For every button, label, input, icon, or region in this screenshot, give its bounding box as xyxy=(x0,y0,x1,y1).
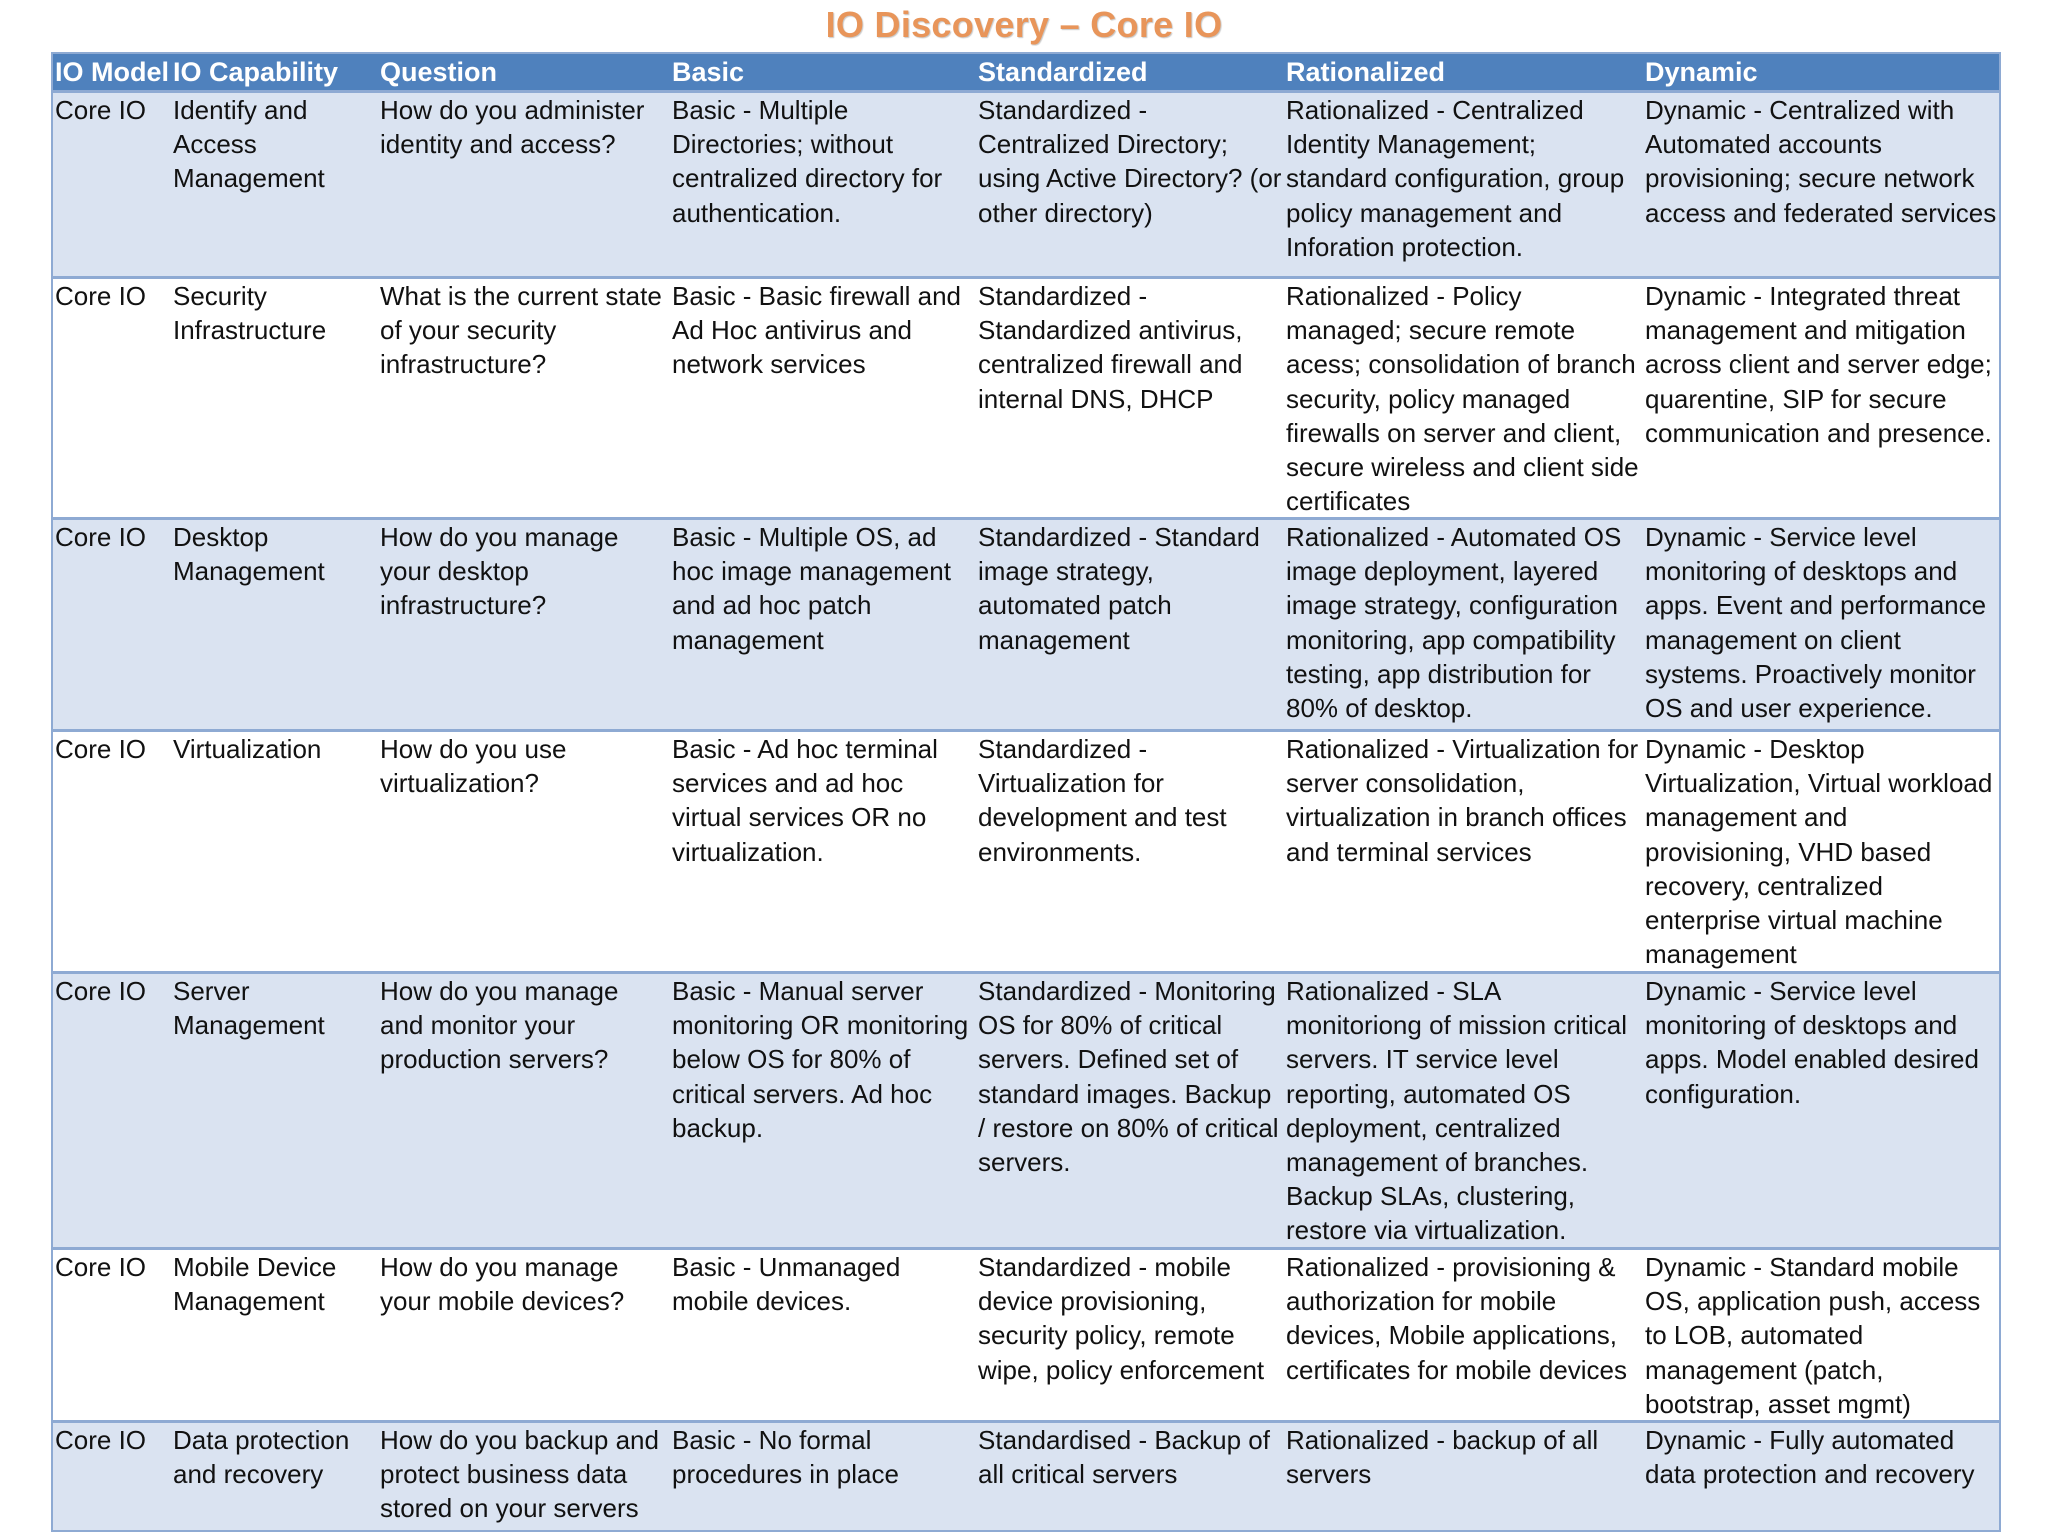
cell-dynamic: Dynamic - Desktop Virtualization, Virtual workload management and provisioning, VHD based recovery, centralized enterprise virtual machine management xyxy=(1645,734,1993,970)
table-row xyxy=(53,1247,1999,1420)
header-io-model: IO Model xyxy=(55,56,169,87)
cell-io-model: Core IO xyxy=(55,95,147,125)
cell-standardized: Standardized - Standardized antivirus, centralized firewall and internal DNS, DHCP xyxy=(978,281,1243,414)
cell-rationalized: Rationalized - Policy managed; secure remote acess; consolidation of branch security, policy managed firewalls on server and client, secure wireless and client side certificates xyxy=(1286,281,1639,517)
cell-dynamic: Dynamic - Integrated threat management and mitigation across client and server edge; quarentine, SIP for secure communication and presence. xyxy=(1645,281,1992,448)
cell-rationalized: Rationalized - provisioning & authorization for mobile devices, Mobile applications, certificates for mobile devices xyxy=(1286,1252,1628,1385)
header-question: Question xyxy=(380,56,498,87)
cell-dynamic: Dynamic - Fully automated data protection and recovery xyxy=(1645,1425,1975,1490)
header-rationalized: Rationalized xyxy=(1286,56,1446,87)
cell-io-model: Core IO xyxy=(55,1425,147,1455)
cell-io-capability: Desktop Management xyxy=(173,522,325,587)
discovery-table xyxy=(51,52,2001,1532)
cell-io-capability: Mobile Device Management xyxy=(173,1252,337,1317)
cell-standardized: Standardized - Monitoring OS for 80% of critical servers. Defined set of standard images. Backup / restore on 80% of critical servers. xyxy=(978,976,1279,1178)
cell-basic: Basic - Basic firewall and Ad Hoc antivirus and network services xyxy=(672,281,961,380)
cell-basic: Basic - Ad hoc terminal services and ad hoc virtual services OR no virtualization. xyxy=(672,734,938,867)
cell-question: What is the current state of your security infrastructure? xyxy=(380,281,662,380)
cell-question: How do you manage your mobile devices? xyxy=(380,1252,625,1317)
cell-standardized: Standardized - Centralized Directory; using Active Directory? (or other directory) xyxy=(978,95,1282,228)
cell-dynamic: Dynamic - Standard mobile OS, application push, access to LOB, automated management (patch, bootstrap, asset mgmt) xyxy=(1645,1252,1981,1419)
cell-dynamic: Dynamic - Centralized with Automated accounts provisioning; secure network access and federated services xyxy=(1645,95,1997,228)
cell-question: How do you manage your desktop infrastructure? xyxy=(380,522,619,621)
cell-io-model: Core IO xyxy=(55,522,147,552)
cell-rationalized: Rationalized - SLA monitoriong of mission critical servers. IT service level reporting, automated OS deployment, centralized management of branches. Backup SLAs, clustering, restore via virtualization. xyxy=(1286,976,1628,1246)
table-header-row xyxy=(53,54,1999,90)
header-standardized: Standardized xyxy=(978,56,1148,87)
cell-io-capability: Server Management xyxy=(173,976,325,1041)
table-row xyxy=(53,729,1999,971)
table-row xyxy=(53,517,1999,729)
cell-standardized: Standardized - Standard image strategy, automated patch management xyxy=(978,522,1260,655)
cell-rationalized: Rationalized - Centralized Identity Management; standard configuration, group policy management and Inforation protection. xyxy=(1286,95,1625,262)
cell-io-model: Core IO xyxy=(55,1252,147,1282)
cell-question: How do you backup and protect business data stored on your servers xyxy=(380,1425,659,1524)
cell-dynamic: Dynamic - Service level monitoring of desktops and apps. Model enabled desired configuration. xyxy=(1645,976,1979,1109)
cell-rationalized: Rationalized - Automated OS image deployment, layered image strategy, configuration monitoring, app compatibility testing, app distribution for 80% of desktop. xyxy=(1286,522,1622,724)
cell-io-model: Core IO xyxy=(55,976,147,1006)
cell-io-capability: Security Infrastructure xyxy=(173,281,327,346)
table-row xyxy=(53,90,1999,276)
cell-io-capability: Virtualization xyxy=(173,734,322,764)
cell-standardized: Standardized - Virtualization for development and test environments. xyxy=(978,734,1227,867)
header-io-capability: IO Capability xyxy=(173,56,339,87)
cell-dynamic: Dynamic - Service level monitoring of desktops and apps. Event and performance management on client systems. Proactively monitor OS and user experience. xyxy=(1645,522,1987,724)
cell-rationalized: Rationalized - Virtualization for server consolidation, virtualization in branch offices and terminal services xyxy=(1286,734,1639,867)
cell-io-capability: Data protection and recovery xyxy=(173,1425,350,1490)
cell-question: How do you administer identity and access? xyxy=(380,95,645,160)
table-row xyxy=(53,971,1999,1247)
table-row xyxy=(53,276,1999,517)
cell-basic: Basic - Multiple Directories; without centralized directory for authentication. xyxy=(672,95,943,228)
cell-standardized: Standardised - Backup of all critical servers xyxy=(978,1425,1270,1490)
header-basic: Basic xyxy=(672,56,745,87)
cell-io-model: Core IO xyxy=(55,281,147,311)
header-dynamic: Dynamic xyxy=(1645,56,1758,87)
cell-standardized: Standardized - mobile device provisioning, security policy, remote wipe, policy enforcement xyxy=(978,1252,1265,1385)
cell-basic: Basic - No formal procedures in place xyxy=(672,1425,899,1490)
cell-basic: Basic - Unmanaged mobile devices. xyxy=(672,1252,901,1317)
cell-basic: Basic - Manual server monitoring OR monitoring below OS for 80% of critical servers. Ad hoc backup. xyxy=(672,976,969,1143)
cell-io-model: Core IO xyxy=(55,734,147,764)
page-title: IO Discovery – Core IO xyxy=(825,4,1223,45)
table-row xyxy=(53,1420,1999,1530)
cell-question: How do you use virtualization? xyxy=(380,734,567,799)
cell-question: How do you manage and monitor your production servers? xyxy=(380,976,619,1075)
cell-rationalized: Rationalized - backup of all servers xyxy=(1286,1425,1599,1490)
cell-basic: Basic - Multiple OS, ad hoc image management and ad hoc patch management xyxy=(672,522,951,655)
cell-io-capability: Identify and Access Management xyxy=(173,95,325,194)
